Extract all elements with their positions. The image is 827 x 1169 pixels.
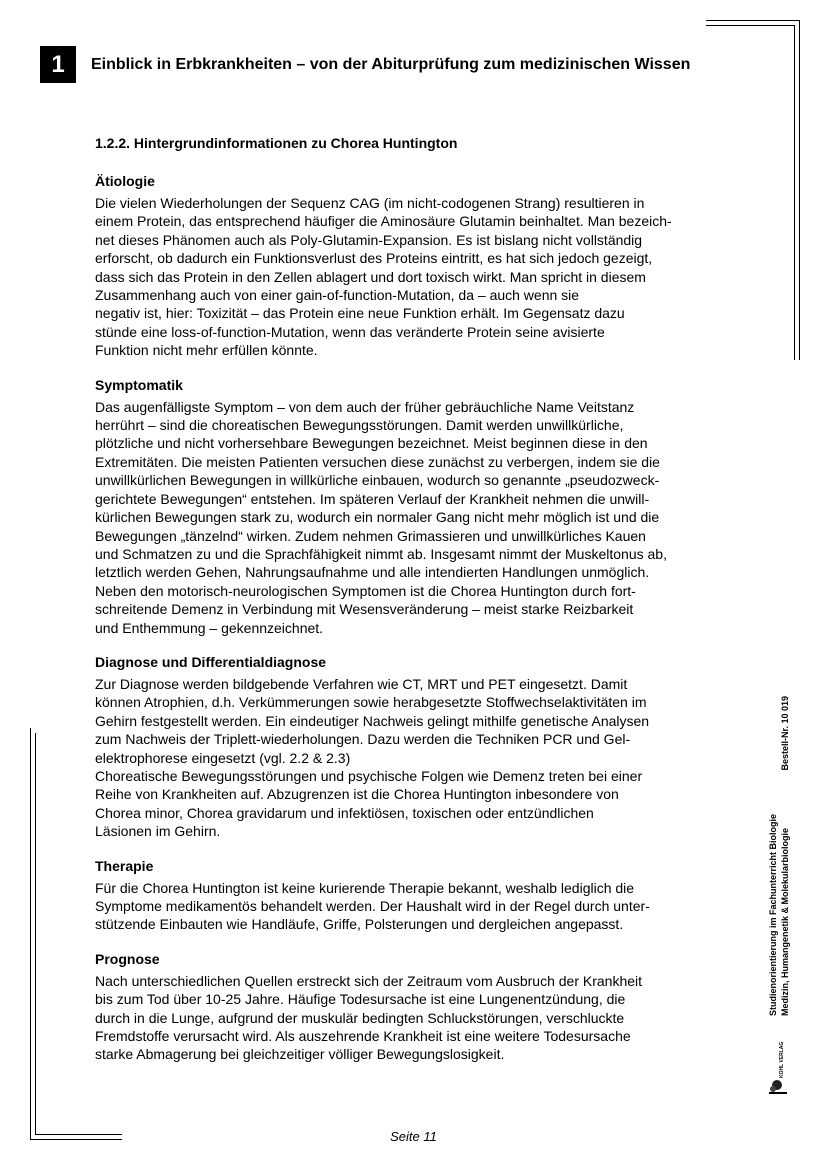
section-symptomatik (95, 376, 735, 637)
frame-left-line (30, 728, 31, 1140)
chapter-number-badge (40, 46, 76, 83)
section-text: Das augenfälligste Symptom – von dem auch der früher gebräuchliche Name Veitstanz herrührt – sind die choreatischen Bewegungsstörungen. Damit werden unwillkürliche, plötzliche und nicht vorhersehbare Bewegungen bezeichnet. Meist beginnen diese in den Extremitäten. Die meisten Patienten versuchen diese zunächst zu verbergen, indem sie die unwillkürlichen Bewegungen in willkürliche einbauen, wodurch so genannte „pseudozweck- gerichtete Bewegungen“ entstehen. Im späteren Verlauf der Krankheit nehmen die unwill- kürlichen Bewegungen stark zu, wodurch ein normaler Gang nicht mehr möglich ist und die Bewegungen „tänzelnd“ wirken. Zudem nehmen Grimassieren und unwillkürliches Kauen und Schmatzen zu und die Sprachfähigkeit nimmt ab. Insgesamt nimmt der Muskeltonus ab, letztlich werden Gehen, Nahrungsaufnahme und alle intendierten Handlungen unmöglich. Neben den motorisch-neurologischen Symptomen ist die Chorea Huntington durch fort- schreitende Demenz in Verbindung mit Wesensveränderung – meist starke Reizbarkeit und Enthemmung – gekennzeichnet. (95, 398, 667, 636)
section-heading: Ätiologie (95, 173, 155, 189)
frame-left-line-inner (35, 733, 36, 1135)
frame-top-line (706, 20, 800, 21)
section-heading: Therapie (95, 857, 154, 874)
section-therapie (95, 857, 735, 934)
section-aetiologie (95, 172, 735, 360)
sidebar-book-title: Medizin, Humangenetik & Molekularbiologie (780, 827, 790, 1016)
page-number: Seite 11 (390, 1129, 437, 1144)
section-prognose (95, 950, 735, 1064)
publisher-logo-icon (768, 1038, 796, 1096)
section-text: Zur Diagnose werden bildgebende Verfahren wie CT, MRT und PET eingesetzt. Damit können Atrophien, d.h. Verkümmerungen sowie herabgesetzte Stoffwechselaktivitäten im Gehirn festgestellt werden. Ein eindeutiger Nachweis gelingt mithilfe genetische Analysen zum Nachweis der Triplett-wiederholungen. Dazu werden die Techniken PCR und Gel- elektrophorese eingesetzt (vgl. 2.2 & 2.3) Choreatische Bewegungsstörungen und psychische Folgen wie Demenz treten bei einer Reihe von Krankheiten auf. Abzugrenzen ist die Chorea Huntington inbesondere von Chorea minor, Chorea gravidarum und infektiösen, toxischen oder entzündlichen Läsionen im Gehirn. (95, 675, 650, 840)
section-heading: Diagnose und Differentialdiagnose (95, 653, 327, 670)
section-subtitle: 1.2.2. Hintergrundinformationen zu Chorea Huntington (95, 135, 458, 151)
section-heading: Symptomatik (95, 376, 183, 393)
chapter-number: 1 (51, 50, 65, 78)
sidebar-series-title: Studienorientierung im Fachunterricht Biologie (768, 813, 778, 1016)
publisher-name: KOHL VERLAG (779, 1041, 785, 1078)
section-text: Für die Chorea Huntington ist keine kurierende Therapie bekannt, weshalb lediglich die Symptome medikamentös behandelt werden. Der Haushalt wird in der Regel durch unter- stützende Einbauten wie Handläufe, Griffe, Polsterungen und dergleichen angepasst. (95, 879, 650, 933)
frame-right-line (799, 20, 800, 360)
section-heading: Prognose (95, 950, 160, 967)
frame-top-line-inner (706, 25, 795, 26)
sidebar-order-number: Bestell-Nr. 10 019 (780, 696, 790, 771)
main-content (95, 135, 735, 1080)
sidebar-publication-info (767, 696, 791, 1016)
frame-right-line-inner (794, 25, 795, 360)
section-text: Die vielen Wiederholungen der Sequenz CAG (im nicht-codogenen Strang) resultieren in einem Protein, das entsprechend häufiger die Aminosäure Glutamin beinhaltet. Man bezeich- net dieses Phänomen auch als Poly-Glutamin-Expansion. Es ist bislang nicht vollständig erforscht, ob dadurch ein Funktionsverlust des Proteins eintritt, es hat sich jedoch gezeigt, dass sich das Protein in den Zellen ablagert und dort toxisch wirkt. Man spricht in diesem Zusammenhang auch von einer gain-of-function-Mutation, da – auch wenn sie negativ ist, hier: Toxizität – das Protein eine neue Funktion erhält. Im Gegensatz dazu stünde eine loss-of-function-Mutation, wenn das veränderte Protein seine avisierte Funktion nicht mehr erfüllen könnte. (95, 195, 672, 359)
section-text: Nach unterschiedlichen Quellen erstreckt sich der Zeitraum vom Ausbruch der Krankheit bis zum Tod über 10-25 Jahre. Häufige Todesursache ist eine Lungenentzündung, die durch in die Lunge, aufgrund der muskulär bedingten Schluckstörungen, verschluckte Fremdstoffe verursacht wird. Als auszehrende Krankheit ist eine weitere Todesursache starke Abmagerung bei gleichzeitiger völliger Bewegungslosigkeit. (95, 972, 643, 1063)
chapter-title: Einblick in Erbkrankheiten – von der Abiturprüfung zum medizinischen Wissen (91, 56, 691, 73)
section-diagnose (95, 653, 735, 841)
